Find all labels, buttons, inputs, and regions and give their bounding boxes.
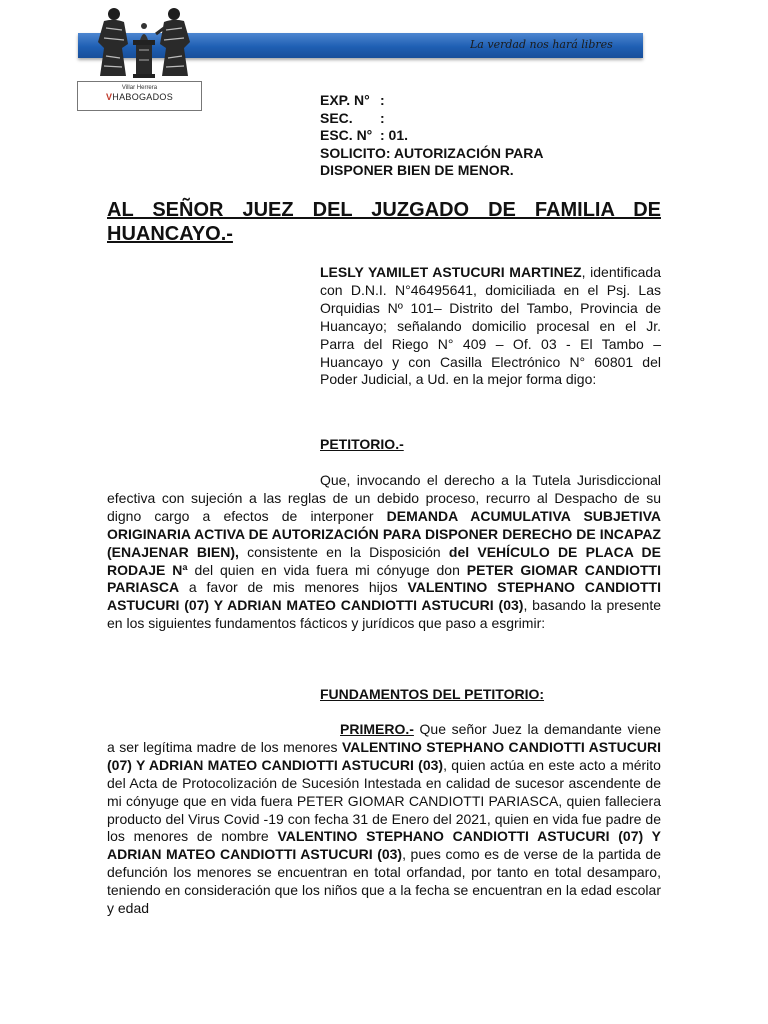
case-header [320, 92, 660, 180]
petitorio-text-4: a favor de mis menores hijos [179, 579, 408, 596]
law-firm-nameplate [77, 81, 202, 111]
intro-paragraph [320, 264, 661, 389]
sec-row [320, 110, 660, 128]
primero-text-3: , pues como es de verse de la partida de defunción los menores se encuentran en total orfandad, por tanto en total desamparo, teniendo en consideración que los niños que a la fecha se encuentran en la edad escolar y edad [107, 846, 661, 917]
exp-value: : [380, 92, 385, 108]
plaintiff-name: LESLY YAMILET ASTUCURI MARTINEZ [320, 264, 582, 280]
primero-bold-2: VALENTINO STEPHANO CANDIOTTI ASTUCURI (07) Y ADRIAN MATEO CANDIOTTI ASTUCURI (03) [107, 828, 662, 863]
esc-value: : 01. [380, 127, 409, 143]
esc-label: ESC. N° [320, 127, 373, 143]
primero-text-1: Que señor Juez la demandante viene a ser legítima madre de los menores [107, 721, 661, 755]
fundamentos-heading: FUNDAMENTOS DEL PETITORIO: [320, 686, 545, 702]
addressee [107, 198, 661, 246]
sec-value: : [380, 109, 385, 126]
addressee-line-1: AL SEÑOR JUEZ DEL JUZGADO DE FAMILIA DE [107, 199, 661, 221]
petitorio-bold-1: DEMANDA ACUMULATIVA SUBJETIVA ORIGINARIA ACTIVA DE AUTORIZACIÓN PARA DISPONER DERECHO DE INCAPAZ (ENAJENAR BIEN), [107, 507, 661, 560]
exp-row [320, 92, 660, 110]
petitorio-text-1: Que, invocando el derecho a la Tutela Jurisdiccional efectiva con sujeción a las reglas de un debido proceso, recurro al Despacho de su digno cargo a efectos de interponer [107, 472, 661, 524]
exp-label: EXP. N° [320, 92, 370, 108]
petitorio-bold-2: del VEHÍCULO DE PLACA DE RODAJE Nª [107, 543, 661, 578]
firm-name [78, 92, 201, 102]
esc-row [320, 127, 660, 145]
intro-text: , identificada con D.N.I. N°46495641, domiciliada en el Psj. Las Orquidias Nº 101– Distrito del Tambo, Provincia de Huancayo; señalando domicilio procesal en el Jr. Parra del Riego N° 409 – Of. 03 - El Tambo – Huancayo y con Casilla Electrónico N° 60801 del Poder Judicial, a Ud. en la mejor forma digo: [320, 264, 661, 388]
primero-paragraph [107, 721, 661, 918]
petitorio-paragraph [107, 472, 661, 633]
primero-bold-1: VALENTINO STEPHANO CANDIOTTI ASTUCURI (07) Y ADRIAN MATEO CANDIOTTI ASTUCURI (03) [107, 738, 661, 773]
addressee-line-2: HUANCAYO.- [107, 223, 233, 245]
petitorio-text-2: consistente en la Disposición [238, 543, 449, 560]
firm-name-text: HABOGADOS [112, 92, 174, 102]
solicito-line-1: SOLICITO: AUTORIZACIÓN PARA [320, 144, 544, 161]
petitorio-bold-4: VALENTINO STEPHANO CANDIOTTI ASTUCURI (07) Y ADRIAN MATEO CANDIOTTI ASTUCURI (03) [107, 579, 661, 614]
law-firm-logo-icon [92, 4, 196, 82]
letterhead-motto: La verdad nos hará libres [470, 38, 613, 51]
petitorio-bold-3: PETER GIOMAR CANDIOTTI PARIASCA [107, 561, 661, 596]
firm-subname: Villar Herrera [121, 85, 158, 91]
petitorio-text-3: del quien en vida fuera mi cónyuge don [187, 561, 467, 578]
sec-label: SEC. [320, 109, 353, 126]
firm-mark: V [105, 92, 113, 102]
primero-text-2: , quien actúa en este acto a mérito del Acta de Protocolización de Sucesión Intestada en calidad de sucesor ascendente de mi cónyuge que en vida fuera PETER GIOMAR CANDIOTTI PARIASCA, quien falleciera producto del Virus Covid -19 con fecha 31 de Enero del 2021, quien en vida fue padre de los menores de nombre [107, 756, 661, 845]
primero-label: PRIMERO.- [340, 721, 414, 737]
petitorio-heading: PETITORIO.- [320, 436, 404, 452]
solicito-line-2: DISPONER BIEN DE MENOR. [320, 162, 514, 178]
petitorio-text-5: , basando la presente en los siguientes fundamentos fácticos y jurídicos que paso a esgrimir: [107, 597, 661, 632]
